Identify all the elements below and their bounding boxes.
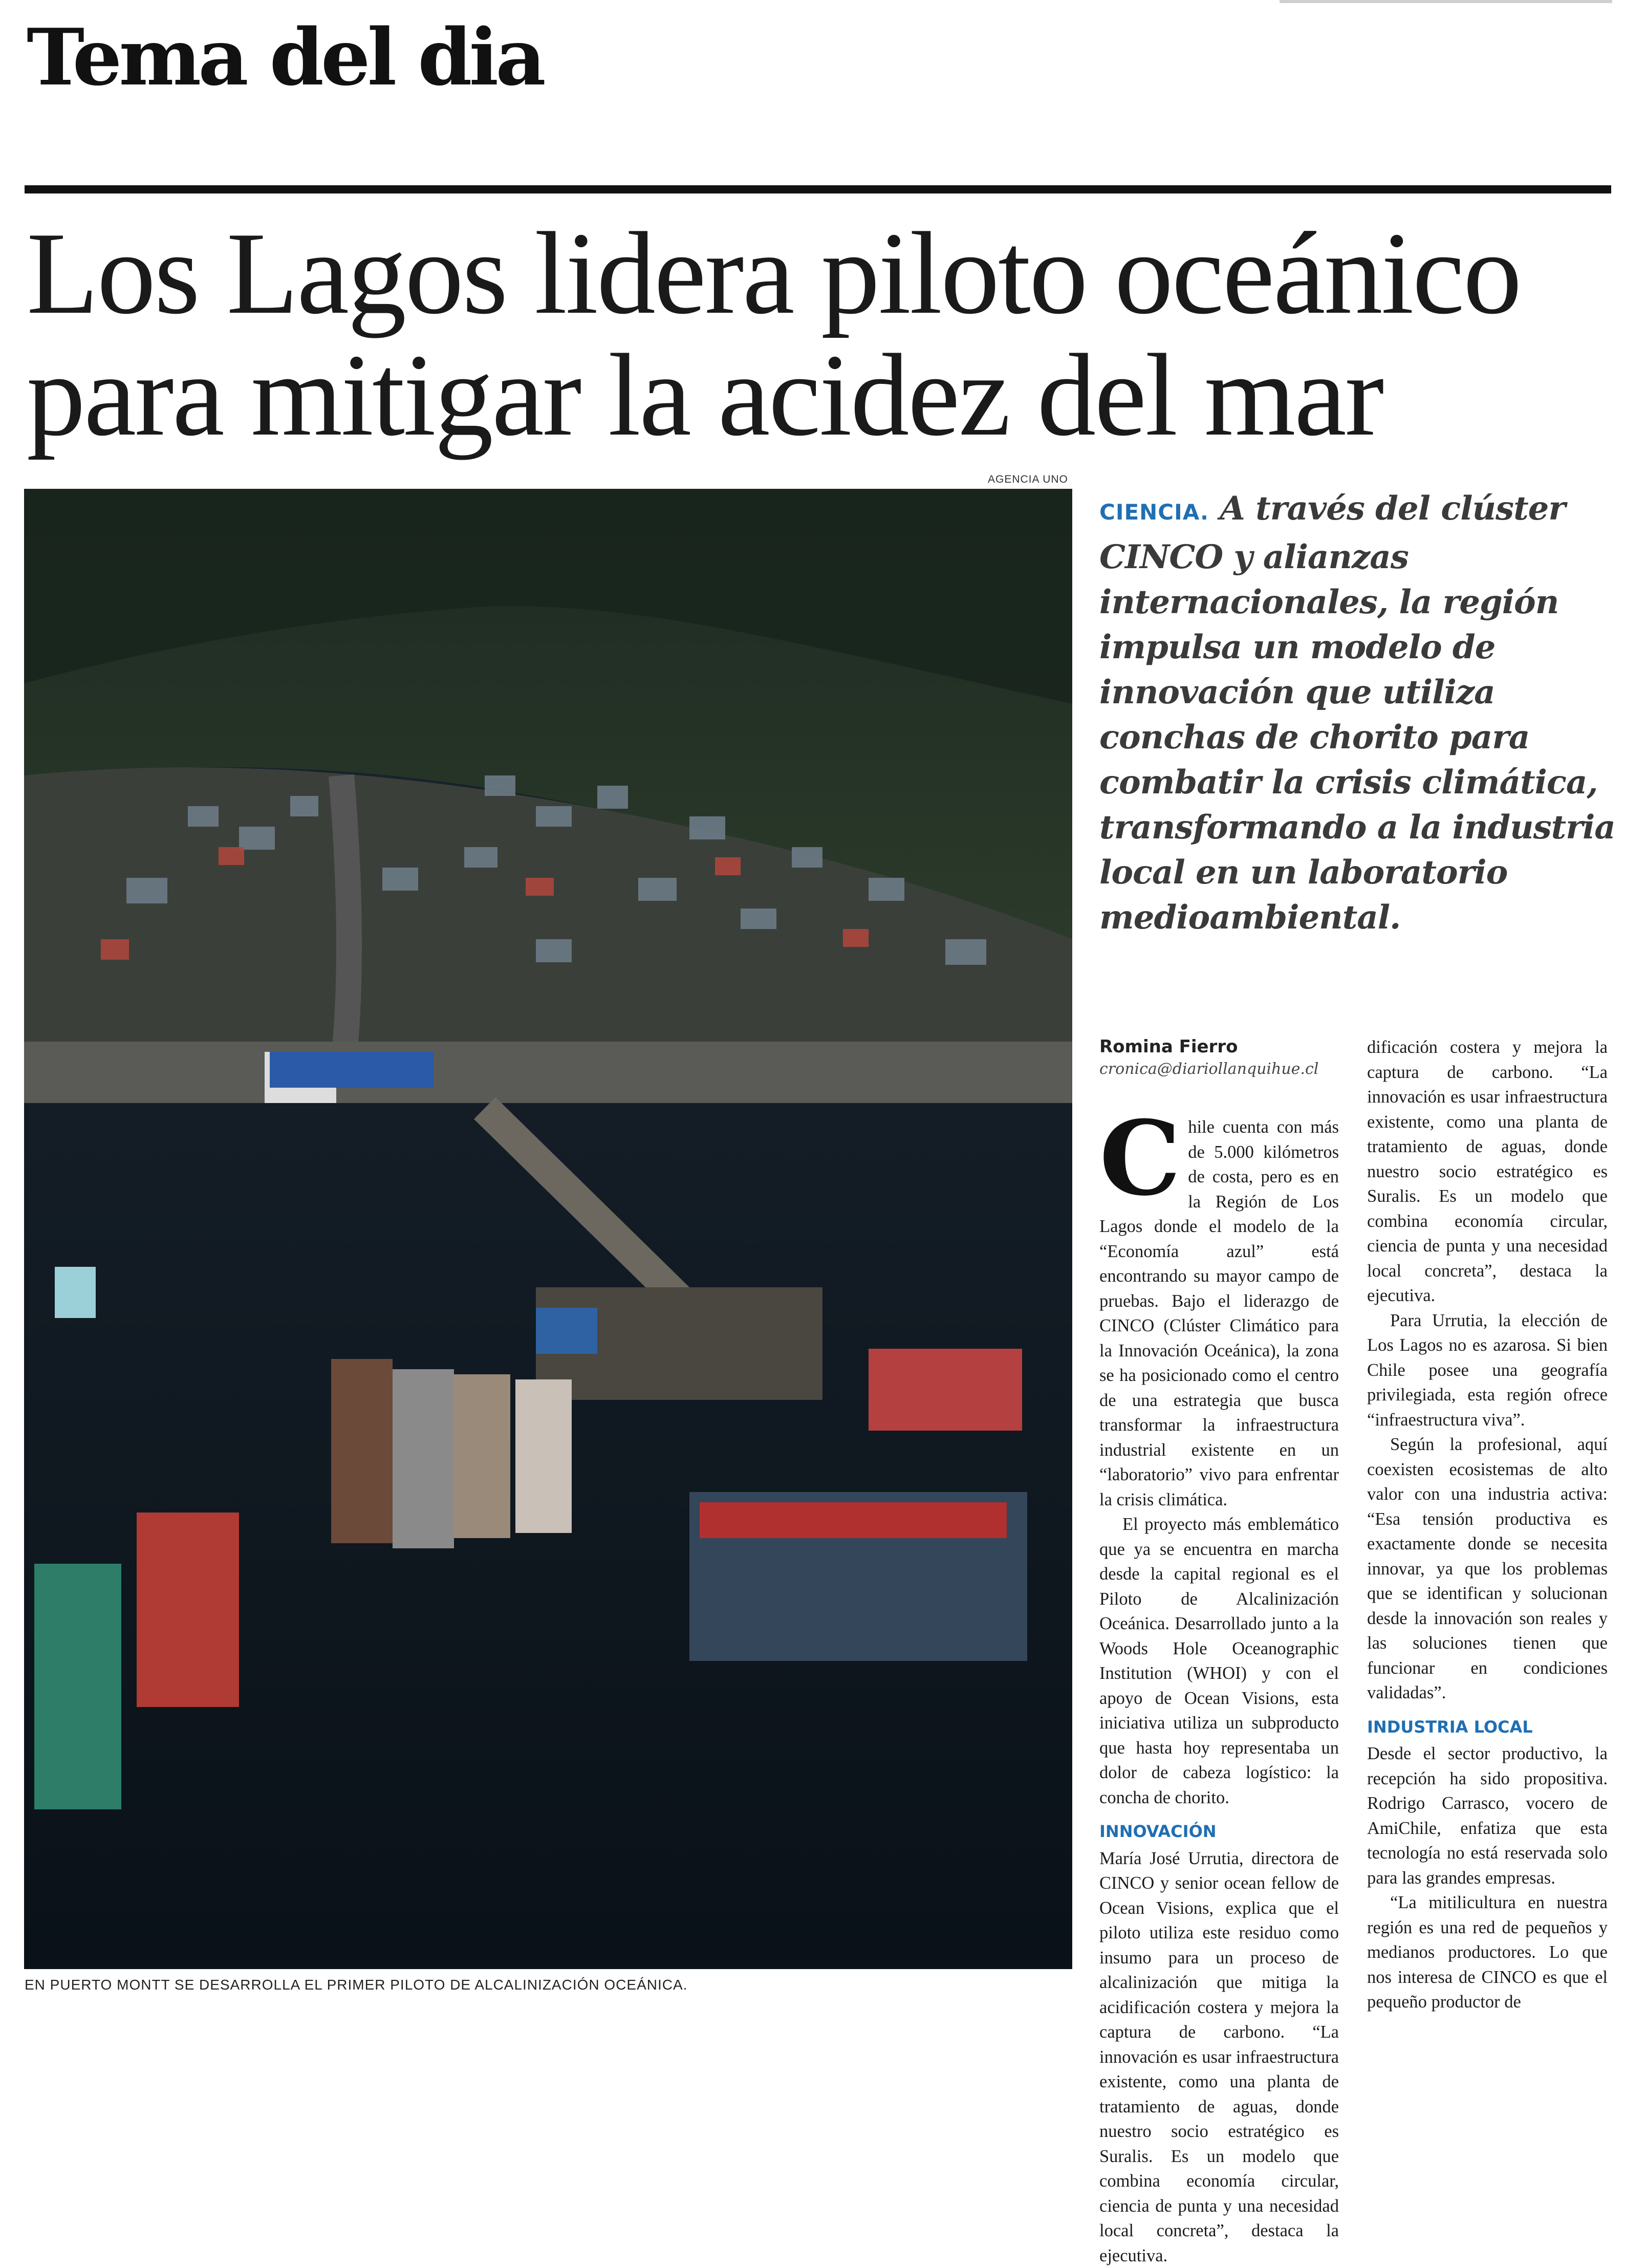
- author-name: Romina Fierro: [1099, 1036, 1238, 1057]
- body-paragraph-3: María José Urrutia, directora de CINCO y senior ocean fellow de Ocean Visions, explica que el piloto utiliza este residuo como insumo para un proceso de alcalinización que mitiga la acidificación costera y mejora la captura de carbono. “La innovación es usar infraestructura existente, como una planta de tratamiento de aguas, donde nuestro socio estratégico es Suralis. Es un modelo que combina economía circular, ciencia de punta y una necesidad local concreta”, destaca la ejecutiva.: [1099, 1848, 1339, 2265]
- drop-cap: C: [1099, 1098, 1181, 1219]
- author-email: cronica@diariollanquihue.cl: [1099, 1060, 1319, 1078]
- body-paragraph-6: Desde el sector productivo, la recepción ha sido propositiva. Rodrigo Carrasco, vocero de AmiChile, enfatiza que esta tecnología no está reservada solo para las grandes empresas.: [1367, 1744, 1608, 1888]
- lead-paragraph: [1099, 486, 1616, 940]
- article-column-1: [1099, 1098, 1339, 2265]
- body-paragraph-5: Según la profesional, aquí coexisten ecosistemas de alto valor con una industria activa: “Esa tensión productiva es exactamente donde se necesita innovar, ya que los problemas que se identifican y solucionan desde la innovación son reales y las soluciones tienen que funcionar en condiciones validadas”.: [1367, 1435, 1608, 1702]
- aerial-harbor-photo: [24, 489, 1072, 1969]
- subhead-industria-local: INDUSTRIA LOCAL: [1367, 1717, 1533, 1737]
- headline-line-2: para mitigar la acidez del mar: [27, 330, 1383, 460]
- section-title: Tema del dia: [27, 11, 543, 103]
- body-paragraph-3-cont: dificación costera y mejora la captura de carbono. “La innovación es usar infraestructura existente, como una planta de tratamiento de aguas, donde nuestro socio estratégico es Suralis. Es un modelo que combina economía circular, ciencia de punta y una necesidad local concreta”, destaca la ejecutiva.: [1367, 1038, 1608, 1305]
- headline-line-1: Los Lagos lidera piloto oceánico: [27, 208, 1521, 338]
- body-paragraph-4: Para Urrutia, la elección de Los Lagos no es azarosa. Si bien Chile posee una geografía privilegiada, esta región ofrece “infraestructura viva”.: [1367, 1310, 1608, 1430]
- article-column-2: [1367, 1035, 1608, 2015]
- lead-text: A través del clúster CINCO y alianzas internacionales, la región impulsa un modelo de innovación que utiliza conchas de chorito para combatir la crisis climática, transformando a la industria local en un laboratorio medioambiental.: [1099, 489, 1615, 937]
- page-top-edge: [1280, 0, 1612, 3]
- subhead-innovacion: INNOVACIÓN: [1099, 1822, 1217, 1841]
- photo-credit: AGENCIA UNO: [988, 473, 1068, 485]
- byline: [1099, 1036, 1340, 1078]
- body-paragraph-1: Chile cuenta con más de 5.000 kilómetros de costa, pero es en la Región de Los Lagos donde el modelo de la “Economía azul” está encontrando su mayor campo de pruebas. Bajo el liderazgo de CINCO (Clúster Climático para la Innovación Oceánica), la zona se ha posicionado como el centro de una estrategia que busca transformar la infraestructura industrial existente en un “laboratorio” vivo para enfrentar la crisis climática.: [1099, 1098, 1339, 1509]
- section-rule: [25, 185, 1611, 193]
- body-paragraph-2: El proyecto más emblemático que ya se encuentra en marcha desde la capital regional es el Piloto de Alcalinización Oceánica. Desarrollado junto a la Woods Hole Oceanographic Institution (WHOI) y con el apoyo de Ocean Visions, esta iniciativa utiliza un subproducto que hasta hoy representaba un dolor de cabeza logístico: la concha de chorito.: [1099, 1515, 1339, 1807]
- lead-kicker: CIENCIA.: [1099, 500, 1209, 525]
- headline: [27, 208, 1623, 460]
- photo-caption: EN PUERTO MONTT SE DESARROLLA EL PRIMER PILOTO DE ALCALINIZACIÓN OCEÁNICA.: [25, 1977, 688, 1993]
- body-paragraph-7: “La mitilicultura en nuestra región es una red de pequeños y medianos productores. Lo que nos interesa de CINCO es que el pequeño productor de: [1367, 1893, 1608, 2012]
